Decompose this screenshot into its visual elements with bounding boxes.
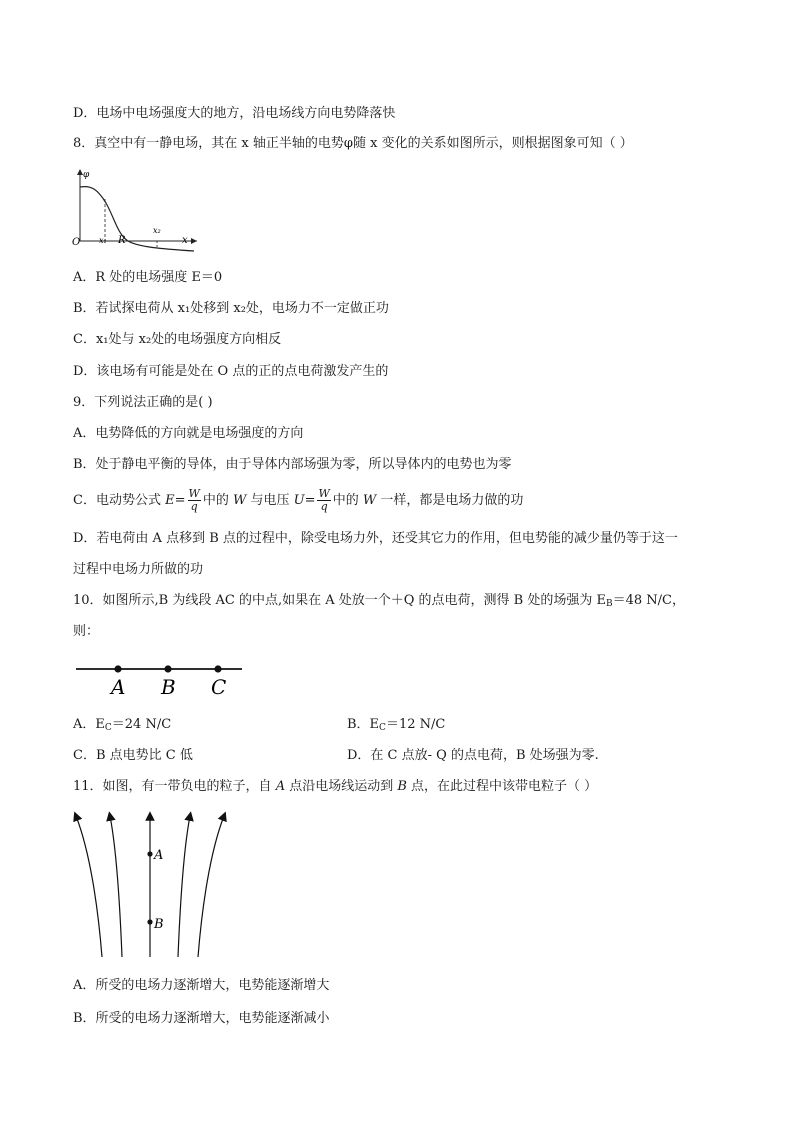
q10-a-pre: A．E	[73, 717, 105, 732]
q9-c-eq2: =	[304, 493, 316, 508]
graph-x1-label: x₁	[99, 236, 107, 245]
q10-stem-sub: B	[605, 599, 613, 609]
q10-stem-line2: 则：	[73, 624, 100, 639]
emf-fraction	[188, 488, 201, 513]
q8-option-c: C．x₁处与 x₂处的电场强度方向相反	[73, 332, 282, 347]
q10-points-figure	[72, 660, 247, 700]
q10-a-sub: C	[104, 723, 112, 733]
q10-option-b	[347, 716, 445, 737]
field-point-b-label: B	[154, 917, 164, 932]
point-b-label: B	[161, 675, 176, 699]
q8-option-a: A．R 处的电场强度 E＝0	[73, 270, 223, 285]
q11-stem	[73, 778, 597, 796]
q11-stem-post: 点，在此过程中该带电粒子（ ）	[406, 779, 598, 794]
q10-b-post: ＝12 N/C	[385, 717, 446, 732]
q9-c-prefix: C．电动势公式	[73, 493, 166, 508]
q11-stem-b: B	[397, 779, 407, 794]
graph-x-label: x	[182, 235, 188, 246]
q11-option-a: A．所受的电场力逐渐增大，电势能逐渐增大	[73, 978, 330, 993]
q8-option-d: D．该电场有可能是处在 O 点的正的点电荷激发产生的	[73, 364, 389, 379]
point-b-dot	[164, 665, 171, 672]
q11-stem-a: A	[275, 779, 286, 794]
point-c-dot	[214, 665, 221, 672]
q9-c-U: U	[293, 493, 305, 508]
q9-option-c	[73, 487, 523, 515]
q9-c-mid1: 中的	[202, 493, 233, 508]
q9-option-d-line2: 过程中电场力所做的功	[73, 562, 204, 577]
point-c-label: C	[211, 675, 227, 699]
q9-c-mid3: 中的	[332, 493, 363, 508]
q9-c-mid2: 与电压	[246, 493, 294, 508]
q9-c-suffix: 一样，都是电场力做的功	[376, 493, 524, 508]
graph-origin-label: O	[72, 237, 81, 248]
q9-option-b: B．处于静电平衡的导体，由于导体内部场强为零，所以导体内的电势也为零	[73, 457, 512, 472]
q11-field-lines-figure	[70, 812, 230, 962]
q8-option-b: B．若试探电荷从 x₁处移到 x₂处，电场力不一定做正功	[73, 301, 389, 316]
q10-option-c: C．B 点电势比 C 低	[73, 748, 193, 763]
q11-stem-pre: 11．如图，有一带负电的粒子，自	[73, 779, 276, 794]
q10-a-post: ＝24 N/C	[111, 717, 172, 732]
q10-b-pre: B．E	[347, 717, 380, 732]
q10-stem-end: ＝48 N/C，	[612, 593, 685, 608]
point-a-dot	[114, 665, 121, 672]
graph-x2-label: x₂	[153, 226, 161, 235]
graph-phi-label: φ	[83, 170, 90, 180]
emf-denominator: q	[190, 500, 198, 513]
q9-c-eq1: =	[174, 493, 186, 508]
q10-option-d: D．在 C 点放- Q 的点电荷，B 处场强为零.	[347, 748, 599, 763]
point-a-label: A	[111, 675, 126, 699]
q10-stem	[73, 592, 685, 613]
q9-option-d-line1: D．若电荷由 A 点移到 B 点的过程中，除受电场力外，还受其它力的作用，但电势能的减少量仍等于这一	[73, 531, 678, 546]
field-point-a-label: A	[154, 848, 164, 863]
q10-stem-text: 10．如图所示,B 为线段 AC 的中点,如果在 A 处放一个＋Q 的点电荷，测得 B 处的场强为 E	[73, 593, 606, 608]
voltage-numerator: W	[318, 487, 330, 500]
q8-stem: 8．真空中有一静电场，其在 x 轴正半轴的电势φ随 x 变化的关系如图所示，则根据图象可知（ ）	[73, 136, 633, 151]
q10-b-sub: C	[379, 723, 386, 733]
q9-c-W1: W	[232, 493, 247, 508]
q9-option-a: A．电势降低的方向就是电场强度的方向	[73, 426, 304, 441]
voltage-fraction	[317, 488, 330, 513]
q9-c-E: E	[165, 493, 175, 508]
emf-numerator: W	[188, 487, 200, 500]
graph-r-label: R	[118, 235, 126, 246]
q8-potential-graph	[72, 165, 202, 255]
q11-stem-mid: 点沿电场线运动到	[285, 779, 398, 794]
field-point-a-dot	[147, 851, 152, 856]
q11-option-b: B．所受的电场力逐渐增大，电势能逐渐减小	[73, 1011, 330, 1026]
voltage-denominator: q	[320, 500, 328, 513]
field-point-b-dot	[147, 919, 152, 924]
q9-stem: 9．下列说法正确的是( )	[73, 395, 213, 410]
q9-c-W2: W	[362, 493, 377, 508]
prev-option-d: D．电场中电场强度大的地方，沿电场线方向电势降落快	[73, 106, 396, 121]
q10-option-a	[73, 716, 171, 737]
